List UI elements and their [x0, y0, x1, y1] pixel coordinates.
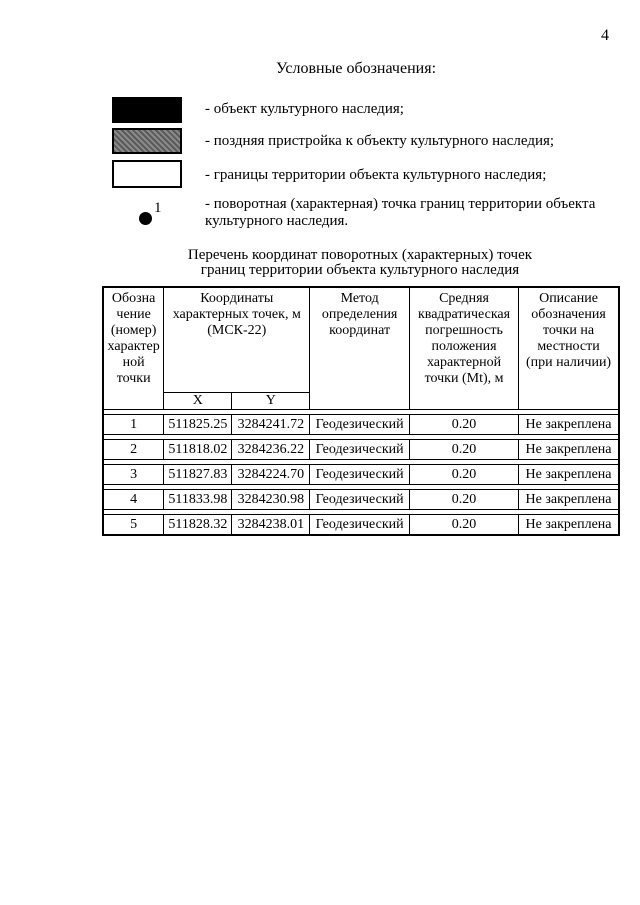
table-title-line-1: Перечень координат поворотных (характерных) точек [187, 247, 533, 263]
header-method: Метод определения координат [310, 287, 410, 410]
page-number: 4 [601, 27, 609, 44]
legend-label-heritage-object: - объект культурного наследия; [205, 101, 404, 117]
header-designation: Обозна чение (номер) характер ной точки [103, 287, 164, 410]
table-row: 2 511818.02 3284236.22 Геодезический 0.20 Не закреплена [103, 440, 619, 460]
header-x: X [164, 393, 232, 410]
header-coordinates: Координаты характерных точек, м (МСК-22) [164, 287, 310, 393]
table-row: 4 511833.98 3284230.98 Геодезический 0.20 Не закреплена [103, 490, 619, 510]
legend-label-late-extension: - поздняя пристройка к объекту культурного наследия; [205, 133, 555, 149]
legend-label-territory-border: - границы территории объекта культурного наследия; [205, 167, 547, 183]
table-title [100, 248, 620, 278]
legend-label-turning-point: - поворотная (характерная) точка границ территории объекта культурного наследия. [205, 196, 596, 229]
header-error: Средняя квадратическая погрешность положения характерной точки (Mt), м [410, 287, 519, 410]
table-title-line-2: границ территории объекта культурного наследия [200, 262, 520, 278]
legend-title: Условные обозначения: [275, 60, 437, 77]
legend-swatch-late-extension [112, 128, 182, 154]
legend-swatch-territory-border [112, 160, 182, 188]
table-row: 1 511825.25 3284241.72 Геодезический 0.20 Не закреплена [103, 415, 619, 435]
header-description: Описание обозначения точки на местности (при наличии) [519, 287, 619, 410]
coordinates-table [102, 286, 620, 536]
table-row: 3 511827.83 3284224.70 Геодезический 0.20 Не закреплена [103, 465, 619, 485]
legend-swatch-heritage-object [112, 97, 182, 123]
table-row: 5 511828.32 3284238.01 Геодезический 0.20 Не закреплена [103, 515, 619, 536]
turning-point-label: 1 [154, 200, 162, 216]
turning-point-icon [139, 212, 152, 225]
header-y: Y [232, 393, 310, 410]
